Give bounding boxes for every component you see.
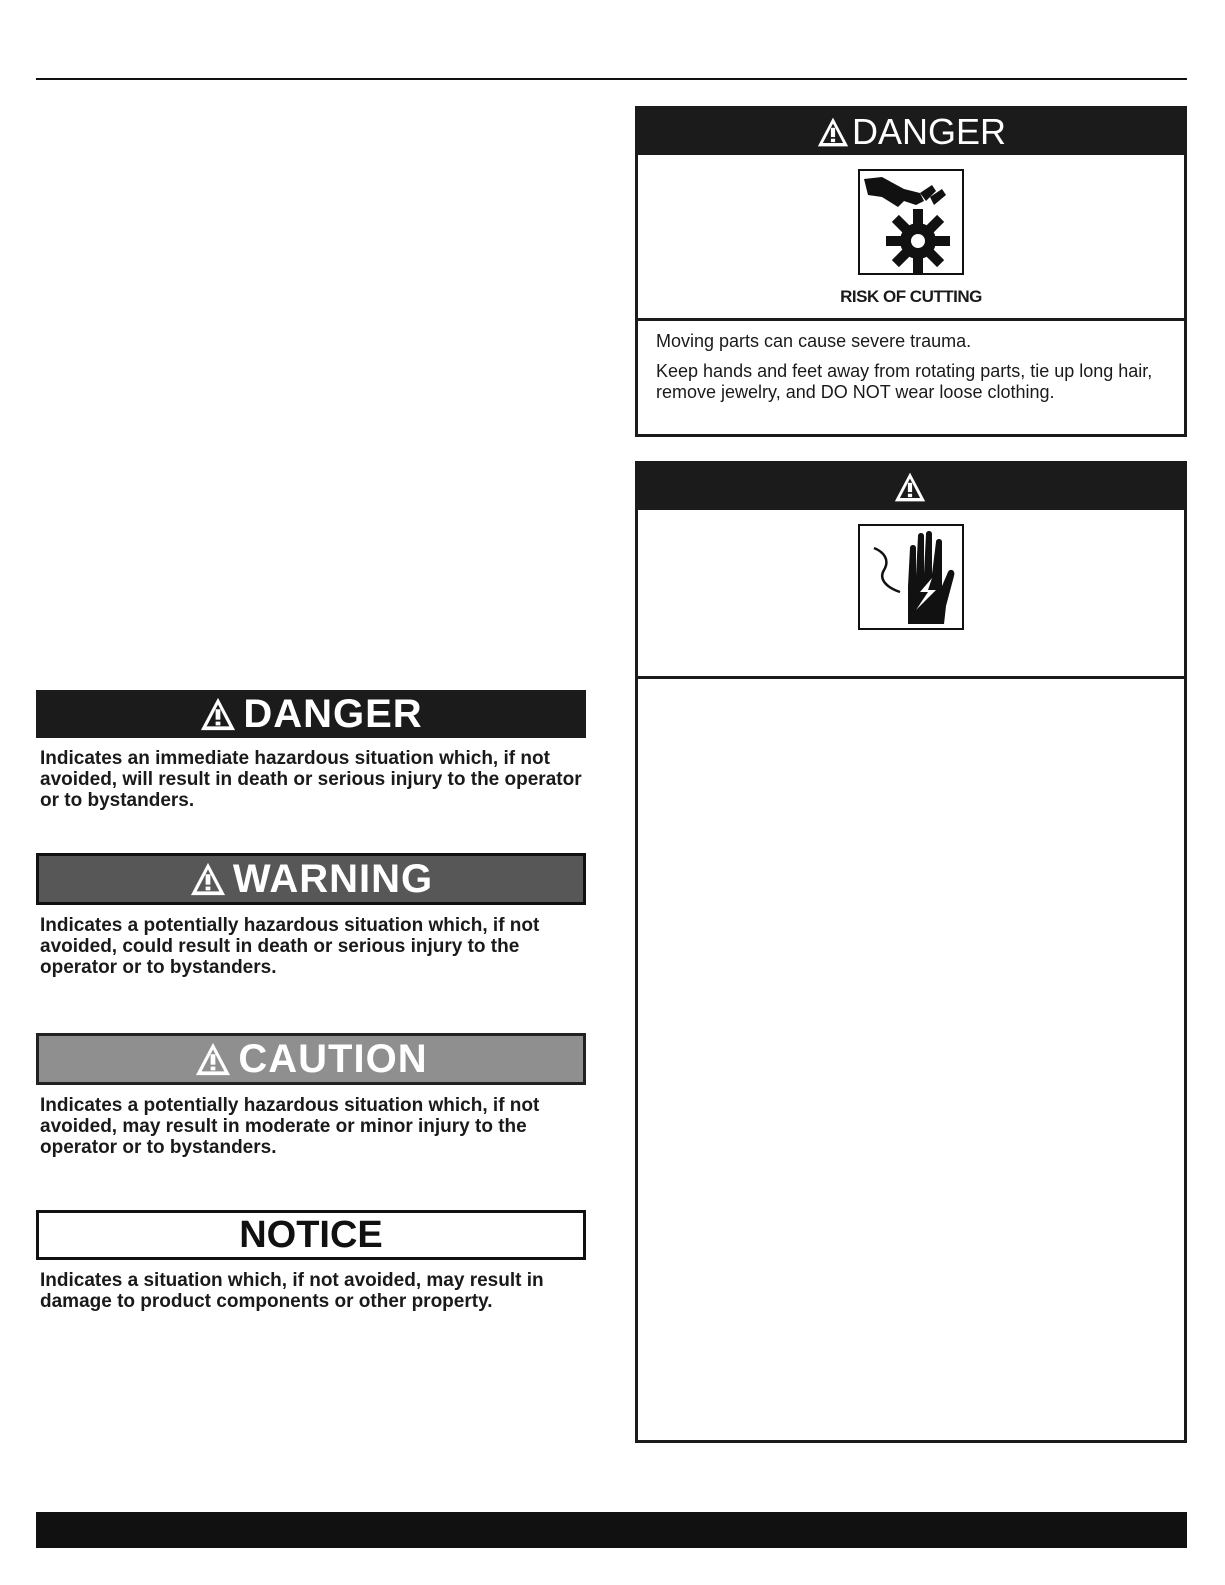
warning-label: WARNING [232,856,434,901]
cutting-panel-header-label: DANGER [851,111,1007,152]
warning-signal-bar [36,853,586,905]
warning-description: Indicates a potentially hazardous situation which, if not avoided, could result in death or serious injury to the operator or to bystanders. [40,915,540,978]
warning-triangle-icon [199,696,237,732]
cutting-pictogram-area [638,155,1184,321]
warning-triangle-icon [893,471,927,503]
notice-label: NOTICE [239,1213,383,1256]
electric-pictogram-area [638,510,1184,679]
caution-label: CAUTION [238,1036,428,1081]
notice-description: Indicates a situation which, if not avoided, may result in damage to product components or other property. [40,1270,544,1312]
cutting-hazard-panel [635,106,1187,437]
footer-bar [36,1512,1187,1548]
top-rule [36,78,1187,80]
electric-panel-header [638,464,1184,510]
warning-triangle-icon [189,861,227,897]
cutting-caption: RISK OF CUTTING [840,287,982,306]
danger-label: DANGER [243,691,423,736]
warning-triangle-icon [816,116,850,148]
warning-triangle-icon [194,1041,232,1077]
cutting-text-line1: Moving parts can cause severe trauma. [656,331,972,351]
cutting-panel-text [638,321,1184,403]
caution-signal-bar [36,1033,586,1085]
notice-signal-bar [36,1210,586,1260]
electric-hazard-panel [635,461,1187,1443]
caution-definition [36,1033,586,1158]
notice-definition [36,1210,586,1312]
electric-shock-hand-icon [858,524,964,630]
warning-definition [36,853,586,978]
danger-definition [36,690,586,811]
cutting-text-line2: Keep hands and feet away from rotating parts, tie up long hair, remove jewelry, and DO NOT wear loose clothing. [656,361,1153,402]
caution-description: Indicates a potentially hazardous situation which, if not avoided, may result in moderate or minor injury to the operator or to bystanders. [40,1095,540,1158]
danger-signal-bar [36,690,586,738]
danger-description: Indicates an immediate hazardous situation which, if not avoided, will result in death or serious injury to the operator or to bystanders. [40,748,582,811]
rotating-blade-hand-icon [858,169,964,275]
cutting-panel-header [638,109,1184,155]
